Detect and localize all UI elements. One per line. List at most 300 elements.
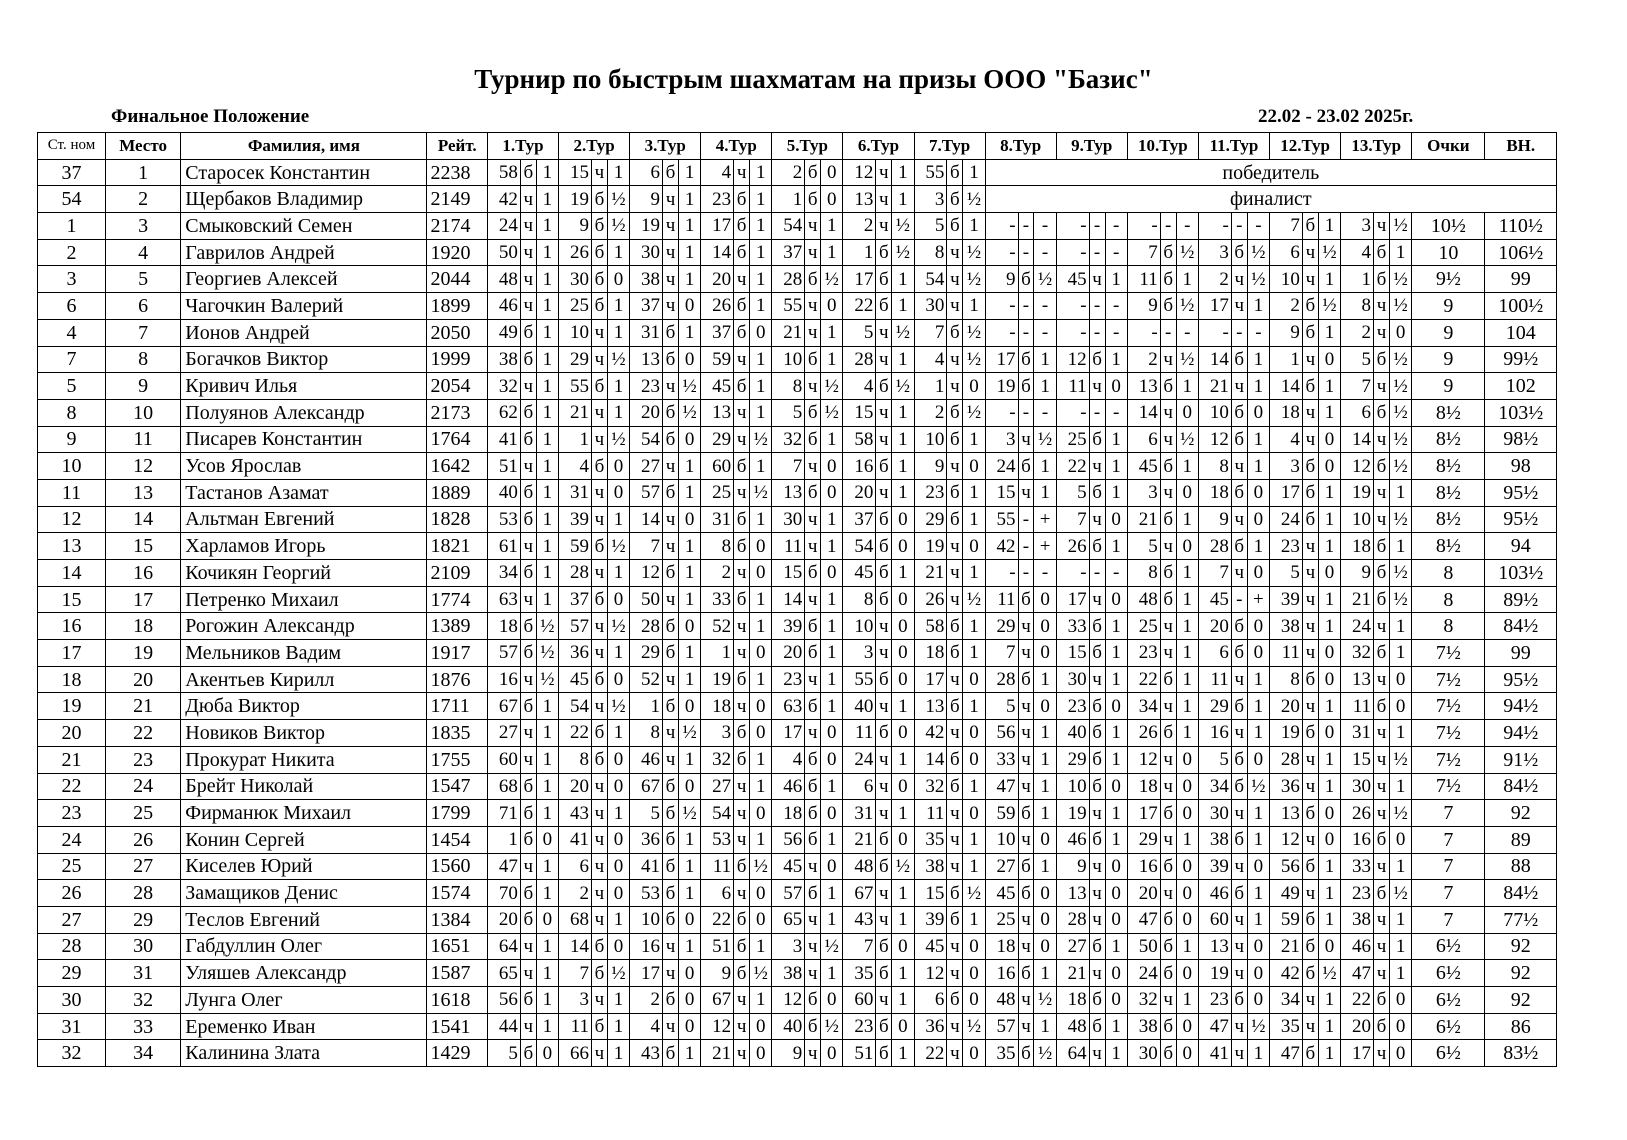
round-5-color: б: [805, 266, 821, 293]
round-2-color: ч: [591, 399, 607, 426]
round-13-result: 1: [1389, 640, 1411, 667]
round-3-result: 1: [678, 319, 700, 346]
player-name-cell: Чагочкин Валерий: [181, 293, 427, 320]
round-12-opponent: 21: [1270, 933, 1303, 960]
round-2-opponent: 19: [559, 186, 592, 213]
rating-cell: 2054: [427, 373, 487, 400]
round-12-result: 1: [1318, 533, 1340, 560]
round-2-color: б: [591, 720, 607, 747]
round-12-color: ч: [1302, 640, 1318, 667]
rating-cell: 1384: [427, 906, 487, 933]
rating-cell: 1899: [427, 293, 487, 320]
place-cell: 19: [105, 640, 180, 667]
round-5-color: ч: [805, 720, 821, 747]
round-8-color: ч: [1018, 426, 1034, 453]
round-4-opponent: 25: [701, 479, 734, 506]
header-round-1: 1.Тур: [487, 133, 558, 160]
round-2-color: ч: [591, 880, 607, 907]
round-10-result: 0: [1176, 773, 1198, 800]
round-1-result: 1: [536, 1013, 558, 1040]
round-6-color: б: [876, 666, 892, 693]
round-6-result: 0: [892, 586, 914, 613]
round-13-result: ½: [1389, 880, 1411, 907]
round-4-result: 0: [750, 1040, 772, 1067]
round-11-opponent: 12: [1198, 426, 1231, 453]
round-10-result: 0: [1176, 906, 1198, 933]
round-2-result: 1: [607, 987, 629, 1014]
round-10-result: 1: [1176, 640, 1198, 667]
round-3-color: б: [663, 159, 679, 186]
round-1-opponent: 24: [487, 213, 520, 240]
round-9-result: 1: [1105, 666, 1127, 693]
round-5-result: 0: [821, 853, 843, 880]
round-10-opponent: 23: [1127, 640, 1160, 667]
round-4-opponent: 13: [701, 399, 734, 426]
round-2-color: б: [591, 373, 607, 400]
round-9-opponent: 40: [1056, 720, 1089, 747]
round-3-color: б: [663, 1040, 679, 1067]
round-7-result: ½: [963, 239, 985, 266]
round-10-result: ½: [1176, 293, 1198, 320]
round-6-result: 0: [892, 666, 914, 693]
round-8-result: 1: [1034, 453, 1056, 480]
round-1-opponent: 53: [487, 506, 520, 533]
round-1-color: ч: [520, 186, 536, 213]
points-cell: 9: [1412, 319, 1485, 346]
round-6-color: б: [876, 853, 892, 880]
round-4-result: 1: [750, 933, 772, 960]
round-11-color: ч: [1231, 1040, 1247, 1067]
round-3-result: 1: [678, 453, 700, 480]
header-round-10: 10.Тур: [1127, 133, 1198, 160]
round-12-color: б: [1302, 319, 1318, 346]
round-12-opponent: 20: [1270, 693, 1303, 720]
round-9-opponent: 25: [1056, 426, 1089, 453]
round-11-result: 1: [1247, 666, 1269, 693]
round-4-color: б: [734, 213, 750, 240]
header-round-9: 9.Тур: [1056, 133, 1127, 160]
round-5-color: ч: [805, 213, 821, 240]
round-5-opponent: 8: [772, 373, 805, 400]
round-4-result: 1: [750, 346, 772, 373]
round-12-result: 1: [1318, 506, 1340, 533]
round-10-color: б: [1160, 1013, 1176, 1040]
round-3-result: 0: [678, 426, 700, 453]
start-number-cell: 18: [38, 666, 106, 693]
round-1-result: 1: [536, 399, 558, 426]
round-1-result: 1: [536, 453, 558, 480]
round-9-color: -: [1089, 293, 1105, 320]
round-4-result: 1: [750, 239, 772, 266]
round-7-opponent: 1: [914, 373, 947, 400]
round-13-result: 0: [1389, 1013, 1411, 1040]
round-9-result: 1: [1105, 453, 1127, 480]
round-5-opponent: 5: [772, 399, 805, 426]
round-10-opponent: 25: [1127, 613, 1160, 640]
round-6-color: ч: [876, 479, 892, 506]
round-5-result: 1: [821, 880, 843, 907]
round-2-opponent: 30: [559, 266, 592, 293]
place-cell: 23: [105, 746, 180, 773]
round-4-color: б: [734, 906, 750, 933]
player-name-cell: Мельников Вадим: [181, 640, 427, 667]
round-7-color: б: [947, 213, 963, 240]
player-name-cell: Тастанов Азамат: [181, 479, 427, 506]
round-4-opponent: 32: [701, 746, 734, 773]
round-4-opponent: 52: [701, 613, 734, 640]
points-cell: 10½: [1412, 213, 1485, 240]
round-12-result: 0: [1318, 800, 1340, 827]
round-10-result: 1: [1176, 453, 1198, 480]
round-11-result: 1: [1247, 533, 1269, 560]
round-7-color: ч: [947, 533, 963, 560]
round-6-color: ч: [876, 987, 892, 1014]
round-10-opponent: 50: [1127, 933, 1160, 960]
round-12-result: 0: [1318, 426, 1340, 453]
round-1-color: б: [520, 479, 536, 506]
round-7-result: 0: [963, 960, 985, 987]
place-cell: 3: [105, 213, 180, 240]
round-3-result: 0: [678, 773, 700, 800]
round-9-opponent: 45: [1056, 266, 1089, 293]
round-6-color: б: [876, 266, 892, 293]
round-1-opponent: 40: [487, 479, 520, 506]
round-3-opponent: 27: [630, 453, 663, 480]
round-8-opponent: -: [985, 399, 1018, 426]
round-6-result: 0: [892, 613, 914, 640]
round-2-result: 0: [607, 746, 629, 773]
round-4-result: 0: [750, 800, 772, 827]
round-4-opponent: 54: [701, 800, 734, 827]
table-row: [38, 506, 1557, 533]
round-8-color: -: [1018, 399, 1034, 426]
round-6-opponent: 7: [843, 933, 876, 960]
round-8-color: б: [1018, 880, 1034, 907]
round-2-result: 1: [607, 800, 629, 827]
start-number-cell: 8: [38, 399, 106, 426]
round-4-color: б: [734, 666, 750, 693]
round-2-result: 1: [607, 293, 629, 320]
player-name-cell: Рогожин Александр: [181, 613, 427, 640]
round-13-result: 1: [1389, 773, 1411, 800]
round-1-result: ½: [536, 666, 558, 693]
round-3-result: 1: [678, 159, 700, 186]
round-2-opponent: 31: [559, 479, 592, 506]
round-11-result: 0: [1247, 933, 1269, 960]
round-13-color: ч: [1374, 213, 1390, 240]
round-2-opponent: 6: [559, 853, 592, 880]
tiebreak-cell: 94½: [1485, 693, 1557, 720]
round-8-opponent: 42: [985, 533, 1018, 560]
round-10-color: б: [1160, 239, 1176, 266]
round-1-result: 1: [536, 479, 558, 506]
round-9-result: 1: [1105, 826, 1127, 853]
round-13-result: ½: [1389, 213, 1411, 240]
round-12-color: ч: [1302, 1013, 1318, 1040]
round-1-result: 1: [536, 159, 558, 186]
round-8-opponent: 48: [985, 987, 1018, 1014]
round-11-color: б: [1231, 613, 1247, 640]
round-7-color: ч: [947, 720, 963, 747]
round-13-opponent: 20: [1341, 1013, 1374, 1040]
player-name-cell: Дюба Виктор: [181, 693, 427, 720]
start-number-cell: 32: [38, 1040, 106, 1067]
start-number-cell: 9: [38, 426, 106, 453]
round-12-opponent: 36: [1270, 773, 1303, 800]
round-3-opponent: 50: [630, 586, 663, 613]
round-12-color: ч: [1302, 773, 1318, 800]
round-3-opponent: 6: [630, 159, 663, 186]
round-9-color: б: [1089, 479, 1105, 506]
round-4-opponent: 6: [701, 880, 734, 907]
rating-cell: 2238: [427, 159, 487, 186]
round-7-color: б: [947, 987, 963, 1014]
round-11-result: 1: [1247, 426, 1269, 453]
round-3-opponent: 23: [630, 373, 663, 400]
round-6-opponent: 5: [843, 319, 876, 346]
round-8-color: ч: [1018, 826, 1034, 853]
table-row: [38, 239, 1557, 266]
header-row: [38, 133, 1557, 160]
round-13-result: ½: [1389, 373, 1411, 400]
round-1-color: ч: [520, 533, 536, 560]
round-6-opponent: 2: [843, 213, 876, 240]
header-rating: Рейт.: [427, 133, 487, 160]
points-cell: 8½: [1412, 453, 1485, 480]
round-6-result: 1: [892, 560, 914, 587]
start-number-cell: 15: [38, 586, 106, 613]
round-13-result: ½: [1389, 746, 1411, 773]
round-9-result: 1: [1105, 1040, 1127, 1067]
tiebreak-cell: 92: [1485, 960, 1557, 987]
round-12-opponent: 42: [1270, 960, 1303, 987]
round-10-result: 0: [1176, 1013, 1198, 1040]
round-7-opponent: 12: [914, 960, 947, 987]
round-7-opponent: 11: [914, 800, 947, 827]
round-10-color: ч: [1160, 426, 1176, 453]
round-8-opponent: 24: [985, 453, 1018, 480]
round-7-opponent: 15: [914, 880, 947, 907]
round-8-result: 1: [1034, 479, 1056, 506]
place-cell: 5: [105, 266, 180, 293]
round-11-result: 0: [1247, 853, 1269, 880]
rating-cell: 1587: [427, 960, 487, 987]
start-number-cell: 16: [38, 613, 106, 640]
round-10-color: -: [1160, 319, 1176, 346]
tiebreak-cell: 98: [1485, 453, 1557, 480]
table-row: [38, 533, 1557, 560]
round-8-result: ½: [1034, 266, 1056, 293]
round-3-result: 0: [678, 1013, 700, 1040]
round-6-result: 0: [892, 506, 914, 533]
round-3-opponent: 8: [630, 720, 663, 747]
round-4-color: б: [734, 186, 750, 213]
round-2-opponent: 39: [559, 506, 592, 533]
round-4-opponent: 17: [701, 213, 734, 240]
round-11-result: 1: [1247, 826, 1269, 853]
round-12-result: 1: [1318, 586, 1340, 613]
tiebreak-cell: 99: [1485, 266, 1557, 293]
round-4-opponent: 4: [701, 159, 734, 186]
round-2-opponent: 3: [559, 987, 592, 1014]
round-8-color: ч: [1018, 933, 1034, 960]
round-7-color: ч: [947, 1013, 963, 1040]
table-row: [38, 960, 1557, 987]
round-12-color: б: [1302, 373, 1318, 400]
round-13-opponent: 32: [1341, 640, 1374, 667]
round-4-opponent: 11: [701, 853, 734, 880]
round-3-color: б: [663, 319, 679, 346]
round-6-result: 0: [892, 720, 914, 747]
round-5-color: б: [805, 826, 821, 853]
round-4-opponent: 37: [701, 319, 734, 346]
table-row: [38, 1013, 1557, 1040]
round-1-result: 1: [536, 853, 558, 880]
tournament-dates: 22.02 - 23.02 2025г.: [1258, 106, 1414, 127]
round-10-opponent: 45: [1127, 453, 1160, 480]
round-13-color: б: [1374, 987, 1390, 1014]
round-13-color: б: [1374, 560, 1390, 587]
round-6-result: 1: [892, 399, 914, 426]
round-9-color: б: [1089, 693, 1105, 720]
round-8-result: 0: [1034, 693, 1056, 720]
round-4-opponent: 12: [701, 1013, 734, 1040]
round-7-opponent: 36: [914, 1013, 947, 1040]
round-10-color: ч: [1160, 613, 1176, 640]
round-4-color: ч: [734, 159, 750, 186]
round-5-result: 0: [821, 453, 843, 480]
points-cell: 9: [1412, 373, 1485, 400]
round-11-color: ч: [1231, 373, 1247, 400]
round-9-color: ч: [1089, 266, 1105, 293]
start-number-cell: 37: [38, 159, 106, 186]
start-number-cell: 25: [38, 853, 106, 880]
round-6-color: ч: [876, 186, 892, 213]
round-11-opponent: 18: [1198, 479, 1231, 506]
round-12-result: 1: [1318, 853, 1340, 880]
round-6-opponent: 60: [843, 987, 876, 1014]
round-12-color: б: [1302, 906, 1318, 933]
rating-cell: 1711: [427, 693, 487, 720]
round-1-opponent: 61: [487, 533, 520, 560]
points-cell: 6½: [1412, 933, 1485, 960]
round-10-opponent: 38: [1127, 1013, 1160, 1040]
round-2-opponent: 45: [559, 666, 592, 693]
round-13-opponent: 8: [1341, 293, 1374, 320]
round-9-color: -: [1089, 319, 1105, 346]
round-6-result: ½: [892, 373, 914, 400]
round-12-opponent: 24: [1270, 506, 1303, 533]
round-9-opponent: 27: [1056, 933, 1089, 960]
round-8-color: ч: [1018, 693, 1034, 720]
round-3-color: б: [663, 640, 679, 667]
round-9-result: 1: [1105, 426, 1127, 453]
round-3-opponent: 1: [630, 693, 663, 720]
round-2-result: ½: [607, 960, 629, 987]
round-11-color: -: [1231, 319, 1247, 346]
round-1-color: ч: [520, 293, 536, 320]
round-8-opponent: 7: [985, 640, 1018, 667]
round-9-result: 1: [1105, 640, 1127, 667]
round-6-result: 0: [892, 773, 914, 800]
round-4-result: 1: [750, 613, 772, 640]
round-8-result: -: [1034, 319, 1056, 346]
round-2-result: ½: [607, 426, 629, 453]
round-6-opponent: 10: [843, 613, 876, 640]
round-8-color: б: [1018, 1040, 1034, 1067]
round-12-result: 1: [1318, 319, 1340, 346]
round-3-opponent: 12: [630, 560, 663, 587]
round-2-color: б: [591, 746, 607, 773]
round-6-opponent: 45: [843, 560, 876, 587]
round-4-opponent: 8: [701, 533, 734, 560]
round-8-result: -: [1034, 213, 1056, 240]
round-12-opponent: 35: [1270, 1013, 1303, 1040]
round-3-opponent: 54: [630, 426, 663, 453]
round-5-opponent: 10: [772, 346, 805, 373]
start-number-cell: 30: [38, 987, 106, 1014]
round-12-result: 0: [1318, 826, 1340, 853]
round-1-result: 1: [536, 720, 558, 747]
table-row: [38, 560, 1557, 587]
round-8-result: 1: [1034, 1013, 1056, 1040]
round-13-color: б: [1374, 239, 1390, 266]
round-8-result: 0: [1034, 933, 1056, 960]
round-6-opponent: 16: [843, 453, 876, 480]
round-3-color: ч: [663, 933, 679, 960]
round-11-color: ч: [1231, 906, 1247, 933]
round-1-color: ч: [520, 239, 536, 266]
round-12-result: 1: [1318, 399, 1340, 426]
round-1-result: 1: [536, 586, 558, 613]
round-9-color: б: [1089, 987, 1105, 1014]
round-2-result: 1: [607, 720, 629, 747]
tiebreak-cell: 94: [1485, 533, 1557, 560]
player-name-cell: Щербаков Владимир: [181, 186, 427, 213]
round-1-color: ч: [520, 213, 536, 240]
round-5-color: ч: [805, 666, 821, 693]
table-row: [38, 213, 1557, 240]
round-8-color: ч: [1018, 987, 1034, 1014]
round-5-opponent: 65: [772, 906, 805, 933]
round-5-color: б: [805, 346, 821, 373]
round-13-result: ½: [1389, 399, 1411, 426]
round-1-result: 1: [536, 293, 558, 320]
table-row: [38, 293, 1557, 320]
rating-cell: 1999: [427, 346, 487, 373]
rating-cell: 1920: [427, 239, 487, 266]
start-number-cell: 19: [38, 693, 106, 720]
tiebreak-cell: 103½: [1485, 560, 1557, 587]
tiebreak-cell: 89½: [1485, 586, 1557, 613]
round-12-result: 0: [1318, 666, 1340, 693]
round-7-result: 0: [963, 720, 985, 747]
round-13-color: б: [1374, 640, 1390, 667]
round-5-color: ч: [805, 853, 821, 880]
round-13-color: ч: [1374, 906, 1390, 933]
round-11-opponent: 8: [1198, 453, 1231, 480]
round-6-opponent: 21: [843, 826, 876, 853]
player-name-cell: Замащиков Денис: [181, 880, 427, 907]
round-11-opponent: 28: [1198, 533, 1231, 560]
rating-cell: 2109: [427, 560, 487, 587]
round-3-color: б: [663, 773, 679, 800]
round-13-opponent: 33: [1341, 853, 1374, 880]
round-12-color: б: [1302, 960, 1318, 987]
round-7-opponent: 55: [914, 159, 947, 186]
round-7-opponent: 30: [914, 293, 947, 320]
round-3-result: 1: [678, 533, 700, 560]
